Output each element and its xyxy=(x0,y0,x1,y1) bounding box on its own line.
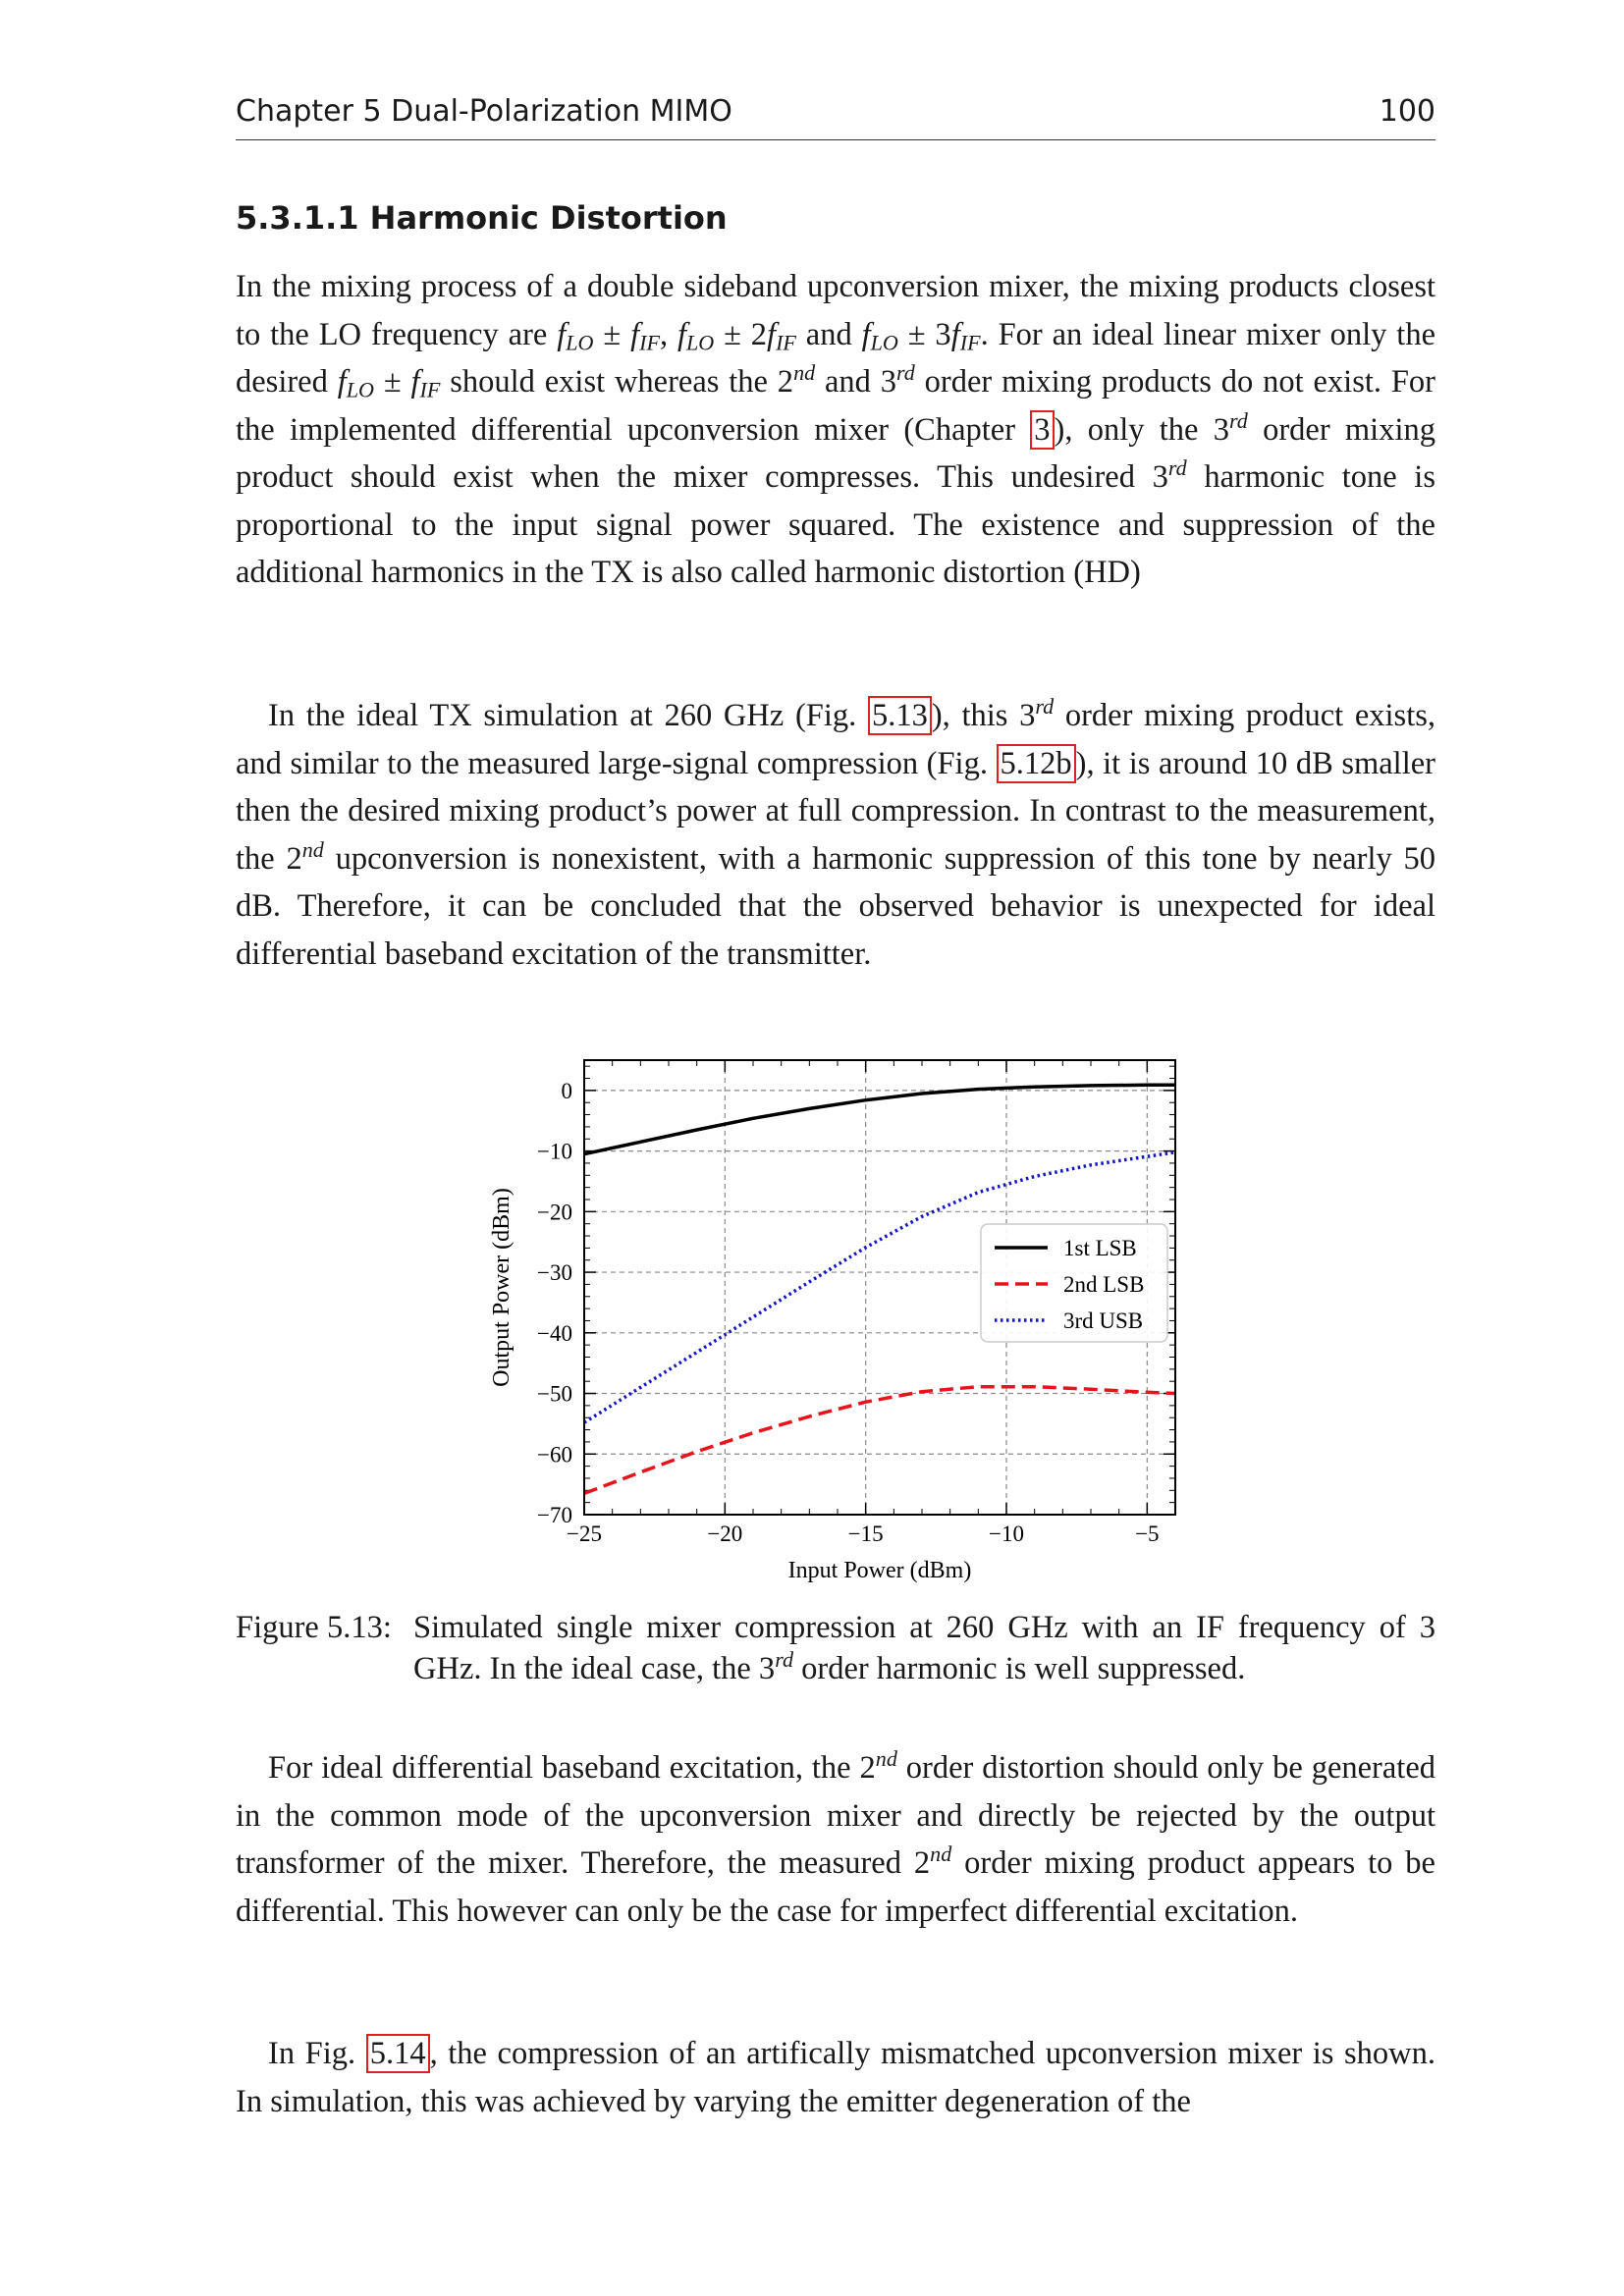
figure-5-12b-link[interactable]: 5.12b xyxy=(997,744,1076,783)
legend-label: 3rd USB xyxy=(1063,1308,1144,1333)
paragraph-simulation: In the ideal TX simulation at 260 GHz (Fig. 5.13 ), this 3rd order mixing product exists, and similar to the measured large-signal compression (Fig. 5.12b ), it is around 10 dB smaller then the desired mixing product’s power at full compression. In contrast to the measurement, the 2nd upconversion is nonexistent, with a harmonic suppression of this tone by nearly 50 dB. Therefore, it can be concluded that the observed behavior is unexpected for ideal differential baseband excitation of the transmitter. xyxy=(236,693,1436,972)
section-heading: 5.3.1.1 Harmonic Distortion xyxy=(236,199,728,237)
y-axis-label: Output Power (dBm) xyxy=(489,1188,514,1387)
y-tick-label: −70 xyxy=(537,1503,572,1527)
y-tick-label: −10 xyxy=(537,1139,572,1164)
compression-chart xyxy=(479,1048,1206,1598)
legend-label: 1st LSB xyxy=(1063,1236,1137,1260)
running-header xyxy=(236,90,1435,140)
x-tick-label: −25 xyxy=(567,1522,602,1546)
series-line-2nd-lsb xyxy=(584,1387,1175,1494)
chapter-title: Chapter 5 Dual-Polarization MIMO xyxy=(236,94,732,129)
figure-5-14-link[interactable]: 5.14 xyxy=(366,2034,430,2073)
y-tick-label: −50 xyxy=(537,1381,572,1407)
y-tick-label: −40 xyxy=(537,1320,572,1346)
x-tick-label: −20 xyxy=(707,1522,743,1546)
caption-text: Simulated single mixer compression at 260 GHz with an IF frequency of 3 GHz. In the ideal case, the 3rd order harmonic is well suppressed. xyxy=(413,1610,1435,1686)
y-tick-label: −30 xyxy=(537,1260,572,1286)
x-tick-label: −15 xyxy=(847,1522,884,1546)
page-number: 100 xyxy=(1379,94,1435,129)
chapter-3-link[interactable]: 3 xyxy=(1030,410,1054,450)
legend-label: 2nd LSB xyxy=(1063,1272,1145,1297)
paragraph-mismatch: In Fig. 5.14 , the compression of an artifically mismatched upconversion mixer is shown. In simulation, this was achieved by varying the emitter degeneration of the xyxy=(236,2036,1435,2119)
chart-svg xyxy=(479,1048,1206,1598)
figure-caption xyxy=(236,1607,1435,1689)
y-tick-label: 0 xyxy=(561,1078,572,1103)
x-tick-label: −5 xyxy=(1135,1522,1160,1546)
x-tick-label: −10 xyxy=(989,1522,1024,1546)
chart-legend xyxy=(981,1224,1167,1342)
paragraph-harmonic-intro: In the mixing process of a double sideband upconversion mixer, the mixing products closest to the LO frequency are $f_{LO} \pm f_{IF}$, $f_{LO} \pm 2f_{IF}$ and $f_{LO} \pm 3f_{IF}$. For an ideal linear mixer only the desired $f_{LO} \pm f_{IF}$ should exist whereas the 2nd and 3rd order mixing products do not exist. For the implemented differential upconversion mixer (Chapter 3 ), only the 3rd order mixing product should exist when the mixer compresses. This undesired 3rd harmonic tone is proportional to the input signal power squared. The existence and suppression of the additional harmonics in the TX is also called harmonic distortion (HD) xyxy=(236,269,1435,590)
figure-label: Figure 5.13: xyxy=(236,1610,392,1645)
paragraph-differential: For ideal differential baseband excitation, the 2nd order distortion should only be generated in the common mode of the upconversion mixer and directly be rejected by the output transformer of the mixer. Therefore, the measured 2nd order mixing product appears to be differential. This however can only be the case for imperfect differential excitation. xyxy=(236,1745,1436,1929)
series-line-1st-lsb xyxy=(584,1085,1175,1153)
x-axis-label: Input Power (dBm) xyxy=(787,1558,972,1583)
y-tick-label: −20 xyxy=(537,1200,572,1225)
figure-5-13-link[interactable]: 5.13 xyxy=(868,696,932,735)
y-tick-label: −60 xyxy=(537,1442,572,1468)
